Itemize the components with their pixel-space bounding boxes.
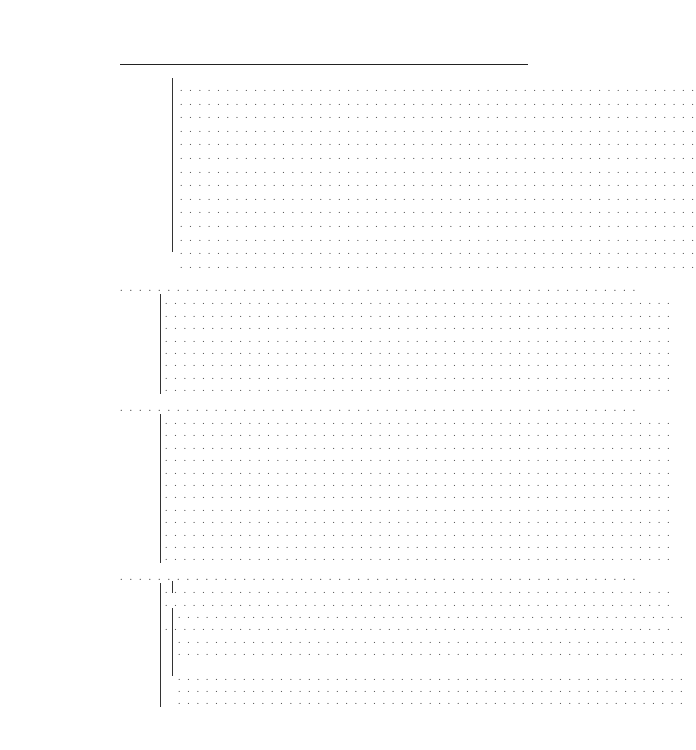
toc-entry[interactable]: . . . . . . . . . . . . . . . . . . . . . . . . . . . . . . . . . . . . . . . . . . . . . . . . . . . . . . . (178, 696, 685, 707)
toc-entry[interactable]: . . . . . . . . . . . . . . . . . . . . . . . . . . . . . . . . . . . . . . . . . . . . . . . . . . . . . . . . (180, 191, 696, 203)
page-header (120, 44, 528, 65)
toc-entry[interactable]: . . . . . . . . . . . . . . . . . . . . . . . . . . . . . . . . . . . . . . . . . . . . . . . . . . . . . . . . (180, 178, 696, 190)
chapter-heading[interactable]: . . . . . . . . . . . . . . . . . . . . . . . . . . . . . . . . . . . . . . . . . . . . . . . . . . . . . . . (120, 571, 638, 583)
toc-entry[interactable]: . . . . . . . . . . . . . . . . . . . . . . . . . . . . . . . . . . . . . . . . . . . . . . . . . . . . . . . (165, 490, 672, 502)
toc-entry[interactable]: . . . . . . . . . . . . . . . . . . . . . . . . . . . . . . . . . . . . . . . . . . . . . . . . . . . . . . . . (180, 205, 696, 217)
toc-entry[interactable]: . . . . . . . . . . . . . . . . . . . . . . . . . . . . . . . . . . . . . . . . . . . . . . . . . . . . . . . (178, 610, 685, 621)
toc-entry[interactable]: . . . . . . . . . . . . . . . . . . . . . . . . . . . . . . . . . . . . . . . . . . . . . . . . . . . . . . . (165, 296, 672, 308)
toc-entry[interactable]: . . . . . . . . . . . . . . . . . . . . . . . . . . . . . . . . . . . . . . . . . . . . . . . . . . . . . . . (178, 671, 685, 683)
toc-entry[interactable]: . . . . . . . . . . . . . . . . . . . . . . . . . . . . . . . . . . . . . . . . . . . . . . . . . . . . . . . . (180, 83, 696, 94)
toc-entry[interactable]: . . . . . . . . . . . . . . . . . . . . . . . . . . . . . . . . . . . . . . . . . . . . . . . . . . . . . . . . (180, 123, 696, 135)
toc-entry[interactable]: . . . . . . . . . . . . . . . . . . . . . . . . . . . . . . . . . . . . . . . . . . . . . . . . . . . . . . . . (180, 232, 696, 244)
indent-line (172, 608, 173, 676)
toc-entry[interactable]: . . . . . . . . . . . . . . . . . . . . . . . . . . . . . . . . . . . . . . . . . . . . . . . . . . . . . . . . (180, 151, 696, 162)
toc-entry[interactable]: . . . . . . . . . . . . . . . . . . . . . . . . . . . . . . . . . . . . . . . . . . . . . . . . . . . . . . . (165, 321, 672, 333)
chapter-heading[interactable]: . . . . . . . . . . . . . . . . . . . . . . . . . . . . . . . . . . . . . . . . . . . . . . . . . . . . . . . (120, 283, 638, 294)
toc-entry[interactable]: . . . . . . . . . . . . . . . . . . . . . . . . . . . . . . . . . . . . . . . . . . . . . . . . . . . . . . . (165, 552, 672, 564)
toc-entry[interactable]: . . . . . . . . . . . . . . . . . . . . . . . . . . . . . . . . . . . . . . . . . . . . . . . . . . . . . . . (165, 478, 672, 489)
toc-entry[interactable]: . . . . . . . . . . . . . . . . . . . . . . . . . . . . . . . . . . . . . . . . . . . . . . . . . . . . . . . (165, 428, 672, 440)
toc-entry[interactable]: . . . . . . . . . . . . . . . . . . . . . . . . . . . . . . . . . . . . . . . . . . . . . . . . . . . . . . . (178, 683, 685, 695)
toc-entry[interactable]: . . . . . . . . . . . . . . . . . . . . . . . . . . . . . . . . . . . . . . . . . . . . . . . . . . . . . . . . (180, 110, 696, 122)
toc-entry[interactable]: . . . . . . . . . . . . . . . . . . . . . . . . . . . . . . . . . . . . . . . . . . . . . . . . . . . . . . . (165, 346, 672, 357)
toc-entry[interactable]: . . . . . . . . . . . . . . . . . . . . . . . . . . . . . . . . . . . . . . . . . . . . . . . . . . . . . . . (165, 465, 672, 477)
toc-entry[interactable]: . . . . . . . . . . . . . . . . . . . . . . . . . . . . . . . . . . . . . . . . . . . . . . . . . . . . . . . . (180, 259, 696, 271)
indent-line (160, 294, 161, 394)
toc-entry[interactable]: . . . . . . . . . . . . . . . . . . . . . . . . . . . . . . . . . . . . . . . . . . . . . . . . . . . . . . . . (180, 246, 696, 258)
indent-line (160, 583, 161, 707)
toc-entry[interactable]: . . . . . . . . . . . . . . . . . . . . . . . . . . . . . . . . . . . . . . . . . . . . . . . . . . . . . . . . (180, 137, 696, 149)
toc-entry[interactable]: . . . . . . . . . . . . . . . . . . . . . . . . . . . . . . . . . . . . . . . . . . . . . . . . . . . . . . . . (180, 164, 696, 176)
toc-entry[interactable]: . . . . . . . . . . . . . . . . . . . . . . . . . . . . . . . . . . . . . . . . . . . . . . . . . . . . . . . (165, 515, 672, 527)
toc-entry[interactable]: . . . . . . . . . . . . . . . . . . . . . . . . . . . . . . . . . . . . . . . . . . . . . . . . . . . . . . . (178, 634, 685, 646)
toc-entry[interactable]: . . . . . . . . . . . . . . . . . . . . . . . . . . . . . . . . . . . . . . . . . . . . . . . . . . . . . . . (165, 540, 672, 551)
indent-line (160, 414, 161, 563)
toc-entry[interactable]: . . . . . . . . . . . . . . . . . . . . . . . . . . . . . . . . . . . . . . . . . . . . . . . . . . . . . . . (165, 502, 672, 514)
indent-line (172, 78, 173, 252)
toc-entry[interactable]: . . . . . . . . . . . . . . . . . . . . . . . . . . . . . . . . . . . . . . . . . . . . . . . . . . . . . . . (165, 416, 672, 427)
toc-entry[interactable]: . . . . . . . . . . . . . . . . . . . . . . . . . . . . . . . . . . . . . . . . . . . . . . . . . . . . . . . . (180, 96, 696, 108)
toc-entry[interactable]: . . . . . . . . . . . . . . . . . . . . . . . . . . . . . . . . . . . . . . . . . . . . . . . . . . . . . . . (165, 527, 672, 539)
toc-entry[interactable]: . . . . . . . . . . . . . . . . . . . . . . . . . . . . . . . . . . . . . . . . . . . . . . . . . . . . . . . (165, 370, 672, 382)
toc-entry[interactable]: . . . . . . . . . . . . . . . . . . . . . . . . . . . . . . . . . . . . . . . . . . . . . . . . . . . . . . . (165, 440, 672, 452)
toc-entry[interactable]: . . . . . . . . . . . . . . . . . . . . . . . . . . . . . . . . . . . . . . . . . . . . . . . . . . . . . . . (165, 585, 672, 597)
chapter-heading[interactable]: . . . . . . . . . . . . . . . . . . . . . . . . . . . . . . . . . . . . . . . . . . . . . . . . . . . . . . . (120, 402, 638, 414)
toc-entry[interactable]: . . . . . . . . . . . . . . . . . . . . . . . . . . . . . . . . . . . . . . . . . . . . . . . . . . . . . . . (165, 358, 672, 370)
toc-entry[interactable]: . . . . . . . . . . . . . . . . . . . . . . . . . . . . . . . . . . . . . . . . . . . . . . . . . . . . . . . . (180, 219, 696, 230)
toc-entry[interactable]: . . . . . . . . . . . . . . . . . . . . . . . . . . . . . . . . . . . . . . . . . . . . . . . . . . . . . . . (165, 308, 672, 320)
toc-entry[interactable]: . . . . . . . . . . . . . . . . . . . . . . . . . . . . . . . . . . . . . . . . . . . . . . . . . . . . . . . (165, 333, 672, 345)
toc-entry[interactable]: . . . . . . . . . . . . . . . . . . . . . . . . . . . . . . . . . . . . . . . . . . . . . . . . . . . . . . . (165, 597, 672, 609)
toc-entry[interactable]: . . . . . . . . . . . . . . . . . . . . . . . . . . . . . . . . . . . . . . . . . . . . . . . . . . . . . . . (178, 647, 685, 659)
toc-entry[interactable]: . . . . . . . . . . . . . . . . . . . . . . . . . . . . . . . . . . . . . . . . . . . . . . . . . . . . . . . (165, 622, 672, 634)
toc-entry[interactable]: . . . . . . . . . . . . . . . . . . . . . . . . . . . . . . . . . . . . . . . . . . . . . . . . . . . . . . . (165, 453, 672, 465)
toc-entry[interactable]: . . . . . . . . . . . . . . . . . . . . . . . . . . . . . . . . . . . . . . . . . . . . . . . . . . . . . . . (165, 383, 672, 395)
